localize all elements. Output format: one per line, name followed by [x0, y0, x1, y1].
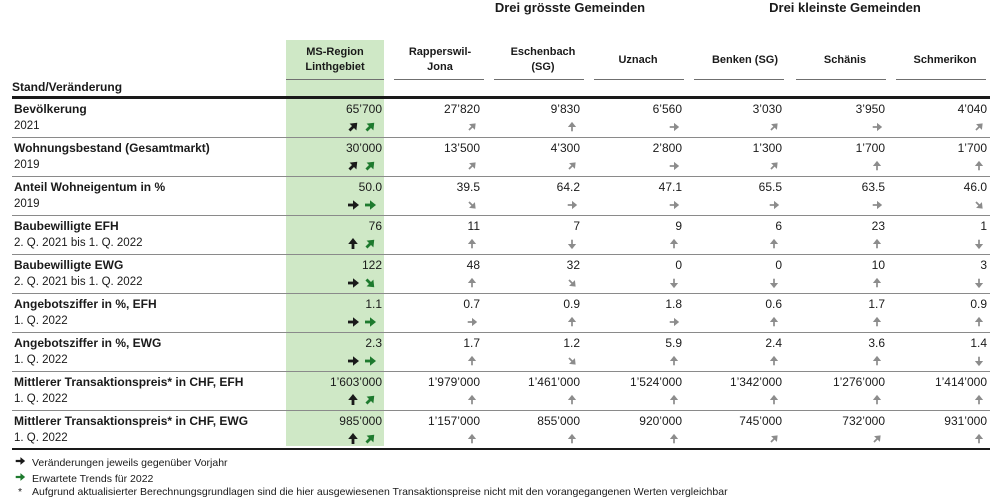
- municipality-value: 64.2: [556, 180, 580, 194]
- region-value: 50.0: [358, 180, 382, 194]
- footnote-changes-text: Veränderungen jeweils gegenüber Vorjahr: [32, 456, 228, 469]
- municipality-value: 1.2: [563, 336, 580, 350]
- change-arrow-icon: [466, 353, 478, 368]
- municipality-value: 1.8: [665, 297, 682, 311]
- change-arrow-icon: [768, 392, 780, 407]
- column-header-rule: [694, 79, 784, 80]
- change-arrow-icon: [768, 197, 780, 212]
- change-arrow-icon: [768, 314, 780, 329]
- change-arrow-icon: [346, 393, 360, 407]
- trend-arrow-icon: [363, 159, 377, 173]
- group-header-smallest: Drei kleinste Gemeinden: [769, 0, 921, 15]
- change-arrow-icon: [466, 431, 478, 446]
- municipality-value: 4’040: [957, 102, 987, 116]
- change-arrow-icon: [871, 431, 883, 446]
- municipality-value: 745’000: [739, 414, 782, 428]
- municipality-value: 1’157’000: [427, 414, 480, 428]
- column-header-rule: [594, 79, 684, 80]
- region-arrows: [346, 431, 377, 446]
- municipality-value: 39.5: [456, 180, 480, 194]
- region-value: 76: [368, 219, 382, 233]
- region-arrows: [346, 236, 377, 251]
- row-period: 1. Q. 2022: [14, 354, 68, 366]
- column-header: [695, 42, 795, 78]
- region-value: 985’000: [339, 414, 382, 428]
- municipality-value: 1’300: [752, 141, 782, 155]
- change-arrow-icon: [668, 158, 680, 173]
- column-header-rule: [286, 79, 384, 80]
- region-arrows: [346, 392, 377, 407]
- municipality-value: 6’560: [652, 102, 682, 116]
- column-header-rule: [896, 79, 986, 80]
- trend-arrow-icon: [363, 237, 377, 251]
- change-arrow-icon: [668, 431, 680, 446]
- region-arrows: [346, 275, 377, 290]
- change-arrow-icon: [668, 197, 680, 212]
- column-header-line2: (SG): [531, 61, 555, 73]
- municipality-value: 1’461’000: [527, 375, 580, 389]
- stand-label: Stand/Veränderung: [12, 80, 123, 94]
- municipality-value: 1.4: [970, 336, 987, 350]
- change-arrow-icon: [973, 275, 985, 290]
- municipality-value: 46.0: [963, 180, 987, 194]
- municipality-value: 931’000: [944, 414, 987, 428]
- trend-arrow-icon: [363, 354, 377, 368]
- region-arrows: [346, 197, 377, 212]
- footnote-star-text: Aufgrund aktualisierter Berechnungsgrundlagen sind die hier ausgewiesenen Transaktionspreise nicht mit den vorangegangenen Werten vergleichbar: [32, 486, 728, 498]
- change-arrow-icon: [346, 432, 360, 446]
- column-header-line1: Benken (SG): [711, 53, 778, 66]
- region-arrows: [346, 158, 377, 173]
- change-arrow-icon: [768, 353, 780, 368]
- change-arrow-icon: [973, 392, 985, 407]
- change-arrow-icon: [668, 236, 680, 251]
- footnote-trends-text: Erwartete Trends für 2022: [32, 472, 154, 485]
- change-arrow-icon: [973, 158, 985, 173]
- trend-arrow-icon: [363, 432, 377, 446]
- municipality-value: 1: [980, 219, 987, 233]
- region-value: 1’603’000: [329, 375, 382, 389]
- column-header: [285, 42, 385, 78]
- change-arrow-icon: [566, 392, 578, 407]
- municipality-value: 920’000: [639, 414, 682, 428]
- change-arrow-icon: [871, 158, 883, 173]
- region-value: 65’700: [345, 102, 382, 116]
- row-period: 2. Q. 2021 bis 1. Q. 2022: [14, 237, 143, 249]
- municipality-value: 13’500: [443, 141, 480, 155]
- column-header: [588, 42, 688, 78]
- change-arrow-icon: [346, 159, 360, 173]
- municipality-value: 23: [871, 219, 885, 233]
- municipality-value: 1.7: [463, 336, 480, 350]
- municipality-value: 732’000: [842, 414, 885, 428]
- change-arrow-icon: [566, 275, 578, 290]
- change-arrow-icon: [973, 353, 985, 368]
- column-header-line1: Uznach: [618, 53, 658, 66]
- change-arrow-icon: [871, 236, 883, 251]
- municipality-value: 9’830: [550, 102, 580, 116]
- row-period: 1. Q. 2022: [14, 432, 68, 444]
- change-arrow-icon: [768, 119, 780, 134]
- row-label: Bevölkerung: [14, 102, 87, 116]
- change-arrow-icon: [346, 276, 360, 290]
- footnote-changes: [14, 455, 228, 470]
- row-label: Angebotsziffer in %, EFH: [14, 297, 157, 311]
- municipality-value: 4’300: [550, 141, 580, 155]
- region-arrows: [346, 314, 377, 329]
- change-arrow-icon: [466, 119, 478, 134]
- municipality-value: 0.7: [463, 297, 480, 311]
- change-arrow-icon: [466, 392, 478, 407]
- row-label: Mittlerer Transaktionspreis* in CHF, EFH: [14, 375, 244, 389]
- municipality-value: 1’979’000: [427, 375, 480, 389]
- municipality-value: 65.5: [758, 180, 782, 194]
- municipality-value: 1’524’000: [629, 375, 682, 389]
- column-header-line1: Schmerikon: [913, 53, 977, 66]
- region-arrows: [346, 119, 377, 134]
- change-arrow-icon: [973, 431, 985, 446]
- region-value: 30’000: [345, 141, 382, 155]
- row-label: Baubewilligte EFH: [14, 219, 119, 233]
- municipality-value: 47.1: [658, 180, 682, 194]
- change-arrow-icon: [346, 315, 360, 329]
- region-arrows: [346, 353, 377, 368]
- column-header: [390, 42, 490, 78]
- change-arrow-icon: [668, 392, 680, 407]
- municipality-value: 32: [566, 258, 580, 272]
- change-arrow-icon: [466, 314, 478, 329]
- row-label: Mittlerer Transaktionspreis* in CHF, EWG: [14, 414, 249, 428]
- change-arrow-icon: [668, 314, 680, 329]
- change-arrow-icon: [566, 314, 578, 329]
- column-header-line1: Rapperswil-: [408, 46, 472, 58]
- footnote-star-symbol: *: [17, 486, 23, 498]
- change-arrow-icon: [871, 392, 883, 407]
- municipality-value: 3’950: [855, 102, 885, 116]
- change-arrow-icon: [768, 236, 780, 251]
- group-header-largest: Drei grösste Gemeinden: [494, 0, 646, 15]
- table-row: [12, 255, 990, 294]
- column-header: [493, 42, 593, 78]
- column-header-rule: [394, 79, 484, 80]
- green-arrow-icon: [14, 471, 26, 486]
- change-arrow-icon: [668, 275, 680, 290]
- municipality-value: 1’700: [855, 141, 885, 155]
- trend-arrow-icon: [363, 120, 377, 134]
- municipality-value: 48: [466, 258, 480, 272]
- table-row: [12, 333, 990, 372]
- row-period: 2019: [14, 159, 40, 171]
- table-row: [12, 99, 990, 138]
- change-arrow-icon: [668, 353, 680, 368]
- municipality-value: 0.9: [970, 297, 987, 311]
- row-divider: [12, 448, 990, 450]
- trend-arrow-icon: [363, 393, 377, 407]
- municipality-value: 0: [675, 258, 682, 272]
- change-arrow-icon: [466, 158, 478, 173]
- municipality-value: 3.6: [868, 336, 885, 350]
- change-arrow-icon: [566, 158, 578, 173]
- column-header-line1: Eschenbach: [510, 46, 576, 58]
- municipality-value: 3: [980, 258, 987, 272]
- change-arrow-icon: [668, 119, 680, 134]
- table-row: [12, 216, 990, 255]
- change-arrow-icon: [973, 236, 985, 251]
- municipality-value: 1’342’000: [729, 375, 782, 389]
- table-row: [12, 138, 990, 177]
- row-label: Wohnungsbestand (Gesamtmarkt): [14, 141, 210, 155]
- municipality-value: 5.9: [665, 336, 682, 350]
- change-arrow-icon: [871, 197, 883, 212]
- change-arrow-icon: [871, 353, 883, 368]
- municipality-value: 7: [573, 219, 580, 233]
- municipality-value: 6: [775, 219, 782, 233]
- municipality-value: 1’276’000: [832, 375, 885, 389]
- change-arrow-icon: [973, 314, 985, 329]
- municipality-value: 10: [871, 258, 885, 272]
- column-header-line1: MS-Region: [306, 46, 364, 58]
- footnote-trends: [14, 471, 153, 486]
- municipality-value: 2’800: [652, 141, 682, 155]
- change-arrow-icon: [871, 314, 883, 329]
- change-arrow-icon: [346, 354, 360, 368]
- row-label: Baubewilligte EWG: [14, 258, 124, 272]
- municipality-value: 2.4: [765, 336, 782, 350]
- change-arrow-icon: [346, 237, 360, 251]
- change-arrow-icon: [466, 275, 478, 290]
- change-arrow-icon: [566, 353, 578, 368]
- change-arrow-icon: [768, 431, 780, 446]
- change-arrow-icon: [768, 275, 780, 290]
- column-header-line1: Schänis: [823, 53, 867, 66]
- change-arrow-icon: [566, 119, 578, 134]
- change-arrow-icon: [871, 275, 883, 290]
- trend-arrow-icon: [363, 276, 377, 290]
- change-arrow-icon: [566, 197, 578, 212]
- region-value: 1.1: [365, 297, 382, 311]
- row-period: 2021: [14, 120, 40, 132]
- municipality-value: 1’700: [957, 141, 987, 155]
- change-arrow-icon: [346, 120, 360, 134]
- municipality-value: 63.5: [861, 180, 885, 194]
- municipality-value: 9: [675, 219, 682, 233]
- table-row: [12, 372, 990, 411]
- column-header-rule: [494, 79, 584, 80]
- footnote-star: [14, 486, 728, 498]
- change-arrow-icon: [768, 158, 780, 173]
- change-arrow-icon: [973, 197, 985, 212]
- table-row: [12, 294, 990, 333]
- municipality-value: 0: [775, 258, 782, 272]
- row-period: 2019: [14, 198, 40, 210]
- column-header: [795, 42, 895, 78]
- row-period: 1. Q. 2022: [14, 393, 68, 405]
- change-arrow-icon: [466, 236, 478, 251]
- change-arrow-icon: [346, 198, 360, 212]
- region-value: 122: [361, 258, 382, 272]
- municipality-value: 3’030: [752, 102, 782, 116]
- black-arrow-icon: [14, 455, 26, 470]
- municipality-value: 855’000: [537, 414, 580, 428]
- column-header-line2: Jona: [427, 61, 453, 73]
- table-row: [12, 411, 990, 450]
- change-arrow-icon: [871, 119, 883, 134]
- municipality-value: 1’414’000: [934, 375, 987, 389]
- row-period: 2. Q. 2021 bis 1. Q. 2022: [14, 276, 143, 288]
- column-header: [895, 42, 995, 78]
- region-value: 2.3: [365, 336, 382, 350]
- municipality-value: 1.7: [868, 297, 885, 311]
- table-row: [12, 177, 990, 216]
- change-arrow-icon: [973, 119, 985, 134]
- municipality-value: 0.6: [765, 297, 782, 311]
- row-label: Angebotsziffer in %, EWG: [14, 336, 162, 350]
- column-header-line2: Linthgebiet: [305, 61, 365, 73]
- municipality-value: 11: [467, 219, 480, 233]
- change-arrow-icon: [466, 197, 478, 212]
- change-arrow-icon: [566, 431, 578, 446]
- municipality-value: 0.9: [563, 297, 580, 311]
- change-arrow-icon: [566, 236, 578, 251]
- municipality-value: 27’820: [443, 102, 480, 116]
- column-header-rule: [796, 79, 886, 80]
- row-label: Anteil Wohneigentum in %: [14, 180, 166, 194]
- trend-arrow-icon: [363, 315, 377, 329]
- row-period: 1. Q. 2022: [14, 315, 68, 327]
- trend-arrow-icon: [363, 198, 377, 212]
